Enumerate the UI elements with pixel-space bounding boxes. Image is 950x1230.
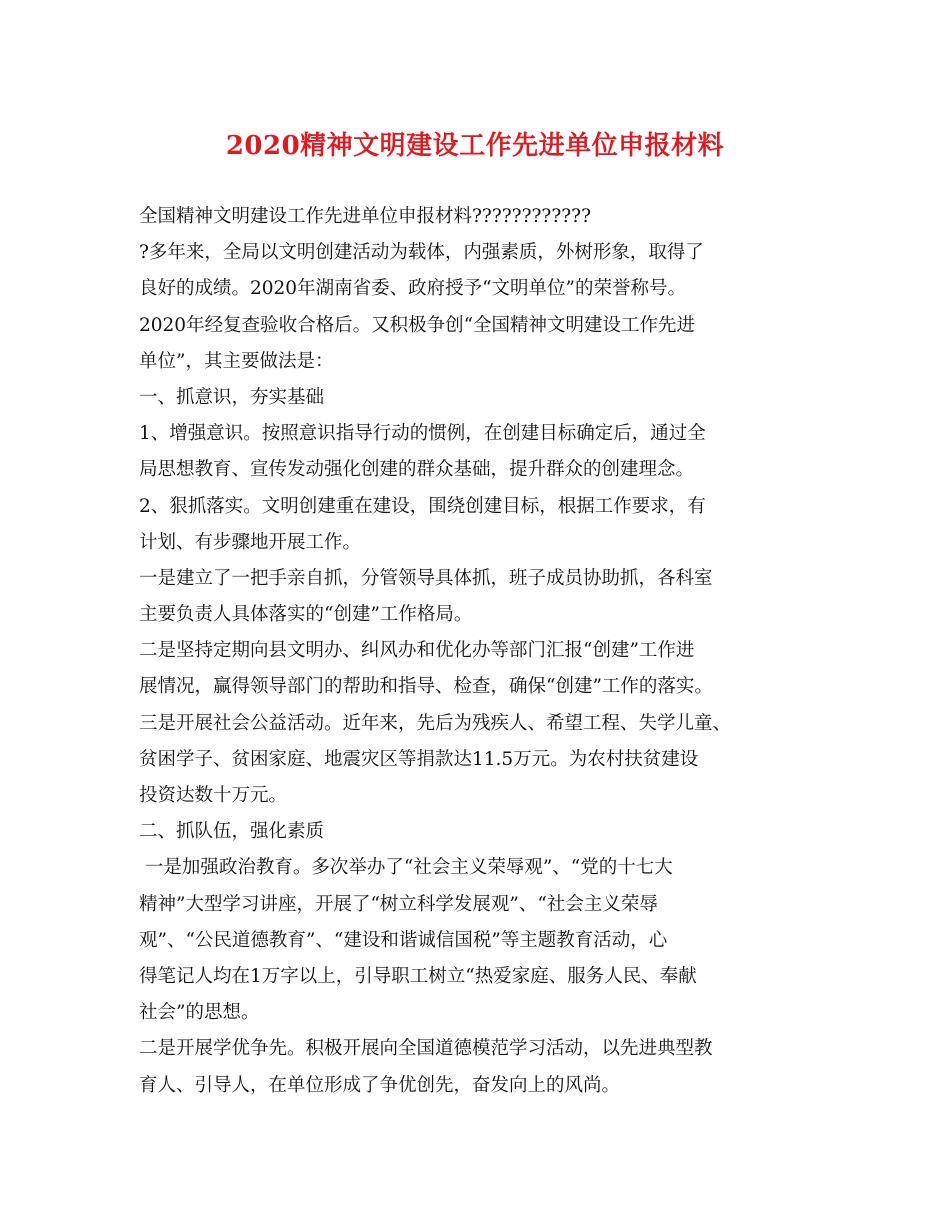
body-line: 展情况，赢得领导部门的帮助和指导、检查，确保“创建”工作的落实。 — [139, 676, 713, 698]
body-line: 一是建立了一把手亲自抓，分管领导具体抓，班子成员协助抓，各科室 — [139, 567, 713, 589]
body-line: 1、增强意识。按照意识指导行动的惯例，在创建目标确定后，通过全 — [139, 423, 706, 445]
body-line: 2、狠抓落实。文明创建重在建设，围绕创建目标，根据工作要求，有 — [139, 495, 706, 517]
body-line: 主要负责人具体落实的“创建”工作格局。 — [139, 604, 473, 626]
body-line: 观”、“公民道德教育”、“建设和谐诚信国税”等主题教育活动，心 — [139, 929, 668, 951]
body-line: 得笔记人均在1万字以上，引导职工树立“热爱家庭、服务人民、奉献 — [139, 965, 697, 987]
body-line: 单位”，其主要做法是： — [139, 350, 334, 372]
body-line: 局思想教育、宣传发动强化创建的群众基础，提升群众的创建理念。 — [139, 459, 695, 481]
body-line: 2020年经复查验收合格后。又积极争创“全国精神文明建设工作先进 — [139, 314, 696, 336]
section-heading: 一、抓意识，夯实基础 — [139, 386, 325, 408]
body-line: 投资达数十万元。 — [139, 785, 288, 806]
body-line: 计划、有步骤地开展工作。 — [139, 531, 362, 553]
document-body — [139, 199, 819, 1104]
body-line: 一是加强政治教育。多次举办了“社会主义荣辱观”、“党的十七大 — [139, 857, 673, 879]
body-line: 全国精神文明建设工作先进单位申报材料???????????? — [139, 206, 592, 227]
body-line: 三是开展社会公益活动。近年来，先后为残疾人、希望工程、失学儿童、 — [139, 712, 732, 734]
body-line: 贫困学子、贫困家庭、地震灾区等捐款达11.5万元。为农村扶贫建设 — [139, 748, 699, 770]
section-heading: 二、抓队伍，强化素质 — [139, 821, 325, 843]
document-title: 2020精神文明建设工作先进单位申报材料 — [225, 131, 725, 161]
body-line: 育人、引导人，在单位形成了争优创先，奋发向上的风尚。 — [139, 1074, 621, 1096]
body-line: 精神”大型学习讲座，开展了“树立科学发展观”、“社会主义荣辱 — [139, 893, 658, 915]
body-line: 社会”的思想。 — [139, 1002, 260, 1024]
body-line: ?多年来，全局以文明创建活动为载体，内强素质，外树形象，取得了 — [139, 242, 704, 264]
body-line: 二是坚持定期向县文明办、纠风办和优化办等部门汇报“创建”工作进 — [139, 640, 695, 662]
body-line: 良好的成绩。2020年湖南省委、政府授予“文明单位”的荣誉称号。 — [139, 278, 686, 300]
body-line: 二是开展学优争先。积极开展向全国道德模范学习活动，以先进典型教 — [139, 1038, 713, 1060]
